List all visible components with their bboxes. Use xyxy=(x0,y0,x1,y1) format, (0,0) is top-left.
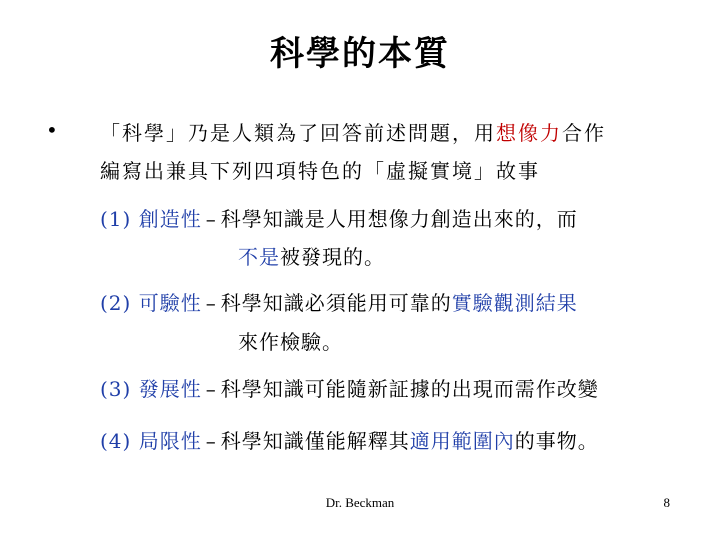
item-number: (2) xyxy=(100,291,132,315)
item-name: 可驗性 xyxy=(138,291,202,315)
footer-author: Dr. Beckman xyxy=(325,495,395,510)
intro-highlight-imagination: 想像力 xyxy=(496,121,562,145)
item-text-end: 的事物。 xyxy=(514,429,599,453)
item-name: 創造性 xyxy=(138,207,202,231)
feature-item-testability-continued: 來作檢驗。 xyxy=(238,330,343,354)
item-number: (1) xyxy=(100,207,132,231)
item-dash: – xyxy=(205,207,217,231)
intro-line-1-end: 合作 xyxy=(562,121,606,145)
page-number: 8 xyxy=(663,495,670,510)
intro-line-1 xyxy=(100,114,690,152)
feature-item-testability xyxy=(100,288,700,318)
item-number: (4) xyxy=(100,429,132,453)
item-highlight-not: 不是 xyxy=(238,245,280,269)
slide-title: 科學的本質 xyxy=(270,34,450,74)
feature-item-development xyxy=(100,374,700,404)
bullet-marker: • xyxy=(46,118,58,142)
item-highlight-scope: 適用範圍內 xyxy=(409,429,515,453)
item-text-continued: 被發現的。 xyxy=(280,245,385,269)
item-text: 科學知識必須能用可靠的 xyxy=(220,291,452,315)
item-text: 科學知識是人用想像力創造出來的，而 xyxy=(220,207,578,231)
item-name: 局限性 xyxy=(138,429,202,453)
item-name: 發展性 xyxy=(138,377,202,401)
feature-item-creativity-continued xyxy=(238,242,385,272)
item-dash: – xyxy=(205,429,217,453)
item-highlight-experiment: 實驗觀測結果 xyxy=(451,291,578,315)
item-number: (3) xyxy=(100,377,132,401)
item-text: 科學知識可能隨新証據的出現而需作改變 xyxy=(220,377,599,401)
feature-item-creativity xyxy=(100,204,700,234)
item-dash: – xyxy=(205,291,217,315)
feature-item-limitation xyxy=(100,426,700,456)
intro-line-1-text: 「科學」乃是人類為了回答前述問題，用 xyxy=(100,121,496,145)
intro-line-2: 編寫出兼具下列四項特色的「虛擬實境」故事 xyxy=(100,159,540,183)
item-text: 科學知識僅能解釋其 xyxy=(220,429,410,453)
item-dash: – xyxy=(205,377,217,401)
intro-paragraph xyxy=(100,114,690,190)
